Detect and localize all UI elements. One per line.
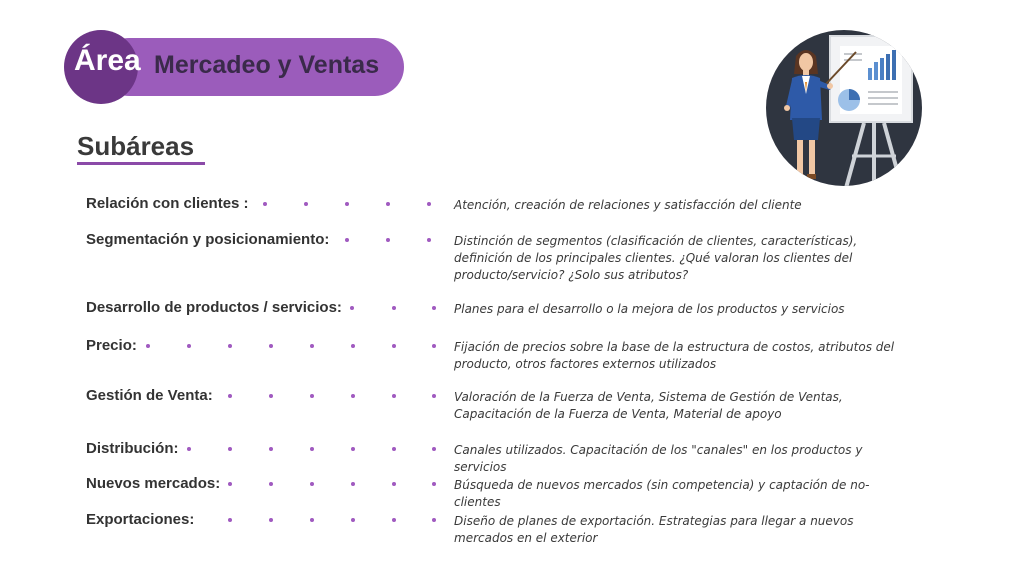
leader-dot <box>187 447 191 451</box>
leader-dot <box>392 344 396 348</box>
subarea-description: Canales utilizados. Capacitación de los "canales" en los productos y servicios <box>454 443 863 474</box>
subarea-label: Segmentación y posicionamiento: <box>86 231 330 248</box>
leader-dot <box>228 447 232 451</box>
leader-dot <box>269 394 273 398</box>
leader-dot <box>432 447 436 451</box>
leader-dot <box>187 344 191 348</box>
leader-dot <box>310 447 314 451</box>
subarea-label: Relación con clientes : <box>86 195 249 212</box>
leader-dot <box>310 518 314 522</box>
leader-dot <box>386 238 390 242</box>
leader-dot <box>228 518 232 522</box>
area-label: Área <box>74 44 141 77</box>
leader-dot <box>269 344 273 348</box>
leader-dot <box>392 518 396 522</box>
leader-dot <box>351 447 355 451</box>
leader-dot <box>432 394 436 398</box>
leader-dot <box>392 447 396 451</box>
subarea-label: Distribución: <box>86 440 179 457</box>
leader-dot <box>146 344 150 348</box>
subarea-label: Precio: <box>86 337 137 354</box>
leader-dot <box>310 394 314 398</box>
subareas-underline <box>77 162 205 165</box>
subarea-description: Búsqueda de nuevos mercados (sin competencia) y captación de no-clientes <box>454 478 870 509</box>
leader-dot <box>432 306 436 310</box>
subareas-heading: Subáreas <box>77 131 195 161</box>
subarea-label: Nuevos mercados: <box>86 475 221 492</box>
leader-dot <box>427 238 431 242</box>
subarea-description: Valoración de la Fuerza de Venta, Sistema de Gestión de Ventas, Capacitación de la Fuerza de Venta, Material de apoyo <box>454 390 843 421</box>
presenter-with-chart-icon <box>764 28 924 188</box>
leader-dot <box>392 482 396 486</box>
leader-dot <box>228 394 232 398</box>
leader-dot <box>351 394 355 398</box>
leader-dot <box>351 482 355 486</box>
subarea-description: Distinción de segmentos (clasificación de clientes, características), definición de los principales clientes. ¿Qué valoran los clientes del producto/servicio? ¿Solo sus atributos? <box>454 234 858 282</box>
subarea-description: Atención, creación de relaciones y satisfacción del cliente <box>454 198 802 212</box>
leader-dot <box>432 344 436 348</box>
leader-dot <box>427 202 431 206</box>
leader-dot <box>392 394 396 398</box>
area-title: Mercadeo y Ventas <box>154 51 380 79</box>
leader-dot <box>386 202 390 206</box>
leader-dot <box>228 482 232 486</box>
leader-dot <box>351 344 355 348</box>
leader-dot <box>345 238 349 242</box>
subarea-description: Planes para el desarrollo o la mejora de los productos y servicios <box>454 302 845 316</box>
subarea-description: Fijación de precios sobre la base de la estructura de costos, atributos del producto, otros factores externos utilizados <box>454 340 895 371</box>
leader-dot <box>350 306 354 310</box>
subarea-description: Diseño de planes de exportación. Estrategias para llegar a nuevos mercados en el exterior <box>454 514 854 545</box>
leader-dot <box>392 306 396 310</box>
leader-dot <box>269 482 273 486</box>
leader-dot <box>304 202 308 206</box>
leader-dot <box>310 482 314 486</box>
subarea-label: Gestión de Venta: <box>86 387 213 404</box>
leader-dot <box>263 202 267 206</box>
leader-dot <box>351 518 355 522</box>
leader-dot <box>269 447 273 451</box>
leader-dot <box>432 482 436 486</box>
subarea-label: Exportaciones: <box>86 511 195 528</box>
leader-dot <box>269 518 273 522</box>
leader-dot <box>228 344 232 348</box>
leader-dot <box>310 344 314 348</box>
leader-dot <box>432 518 436 522</box>
subarea-label: Desarrollo de productos / servicios: <box>86 299 342 316</box>
leader-dot <box>345 202 349 206</box>
